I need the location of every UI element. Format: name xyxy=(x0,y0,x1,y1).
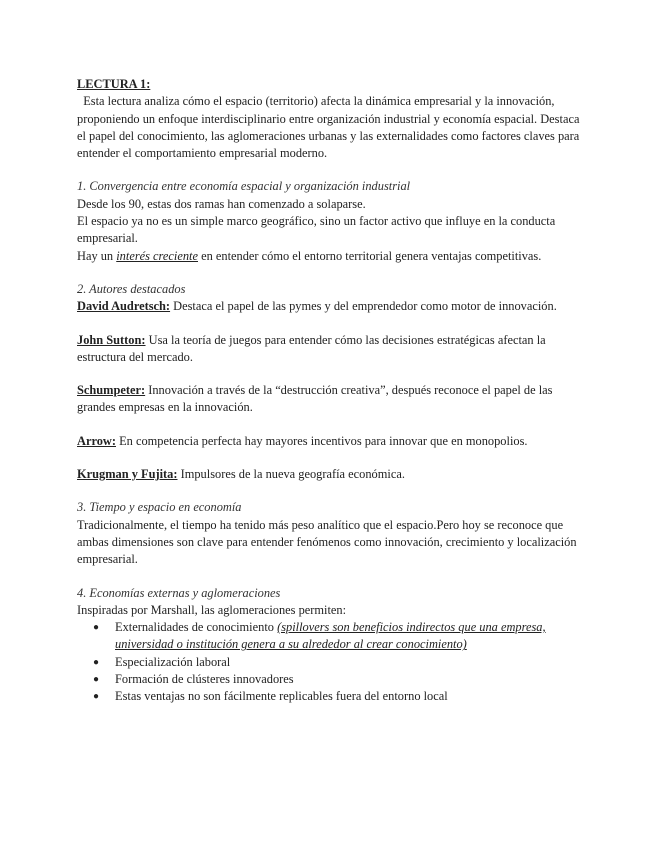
author-entry xyxy=(77,332,582,367)
spacer xyxy=(77,450,582,466)
section-1-emphasis: interés creciente xyxy=(116,248,198,263)
spacer xyxy=(77,162,582,178)
section-1-heading: 1. Convergencia entre economía espacial y organización industrial xyxy=(77,179,411,194)
section-2-heading: 2. Autores destacados xyxy=(77,281,186,296)
list-item xyxy=(93,654,582,671)
author-description: Usa la teoría de juegos para entender cómo las decisiones estratégicas afectan la estructura del mercado. xyxy=(77,332,546,364)
spacer xyxy=(77,316,582,332)
section-3-heading: 3. Tiempo y espacio en economía xyxy=(77,500,242,515)
author-description: Destaca el papel de las pymes y del emprendedor como motor de innovación. xyxy=(170,299,557,314)
section-1-line-3-pre: Hay un xyxy=(77,248,117,263)
author-entry xyxy=(77,382,582,417)
list-item-text: Especialización laboral xyxy=(115,654,231,669)
intro-paragraph: Esta lectura analiza cómo el espacio (territorio) afecta la dinámica empresarial y la innovación, proponiendo un enfoque interdisciplinario entre organización industrial y economía espacial. Destaca el papel del conocimiento, las aglomeraciones urbanas y las externalidades como factores claves para entender el comportamiento empresarial moderno. xyxy=(77,94,583,161)
list-item-text: Estas ventajas no son fácilmente replicables fuera del entorno local xyxy=(115,689,448,704)
author-description: Innovación a través de la “destrucción creativa”, después reconoce el papel de las grandes empresas en la innovación. xyxy=(77,383,553,415)
section-1-line-1: Desde los 90, estas dos ramas han comenzado a solaparse. xyxy=(77,196,366,211)
document-page xyxy=(77,76,582,706)
list-item-text: Externalidades de conocimiento xyxy=(115,620,278,635)
bullet-icon: ● xyxy=(93,656,100,668)
spacer xyxy=(77,265,582,281)
list-item xyxy=(93,671,582,688)
bullet-icon: ● xyxy=(93,674,100,686)
section-3-text: Tradicionalmente, el tiempo ha tenido más peso analítico que el espacio.Pero hoy se reconoce que ambas dimensiones son clave para entender fenómenos como innovación, crecimiento y localización empresarial. xyxy=(77,517,577,567)
bullet-list xyxy=(77,619,582,705)
author-description: Impulsores de la nueva geografía económica. xyxy=(177,467,405,482)
author-name: Arrow: xyxy=(77,433,116,448)
section-1-line-2: El espacio ya no es un simple marco geográfico, sino un factor activo que influye en la conducta empresarial. xyxy=(77,214,556,246)
spacer xyxy=(77,569,582,585)
list-item xyxy=(93,688,582,705)
author-entry xyxy=(77,433,582,450)
spacer xyxy=(77,366,582,382)
section-1-line-3 xyxy=(77,248,582,265)
page-title: LECTURA 1: xyxy=(77,77,151,91)
spacer xyxy=(77,417,582,433)
author-entry xyxy=(77,298,582,315)
section-1-line-3-post: en entender cómo el entorno territorial genera ventajas competitivas. xyxy=(198,248,542,263)
list-item-emphasis: (spillovers son beneficios indirectos que una empresa, universidad o institución genera a su alrededor al crear conocimiento) xyxy=(115,620,546,652)
bullet-icon: ● xyxy=(93,622,100,634)
section-4-heading: 4. Economías externas y aglomeraciones xyxy=(77,585,281,600)
list-item xyxy=(93,619,582,654)
section-4-intro: Inspiradas por Marshall, las aglomeraciones permiten: xyxy=(77,602,347,617)
bullet-icon: ● xyxy=(93,691,100,703)
author-name: Schumpeter: xyxy=(77,383,146,398)
author-name: John Sutton: xyxy=(77,332,146,347)
author-entry xyxy=(77,466,582,483)
author-name: Krugman y Fujita: xyxy=(77,467,178,482)
spacer xyxy=(77,483,582,499)
list-item-text: Formación de clústeres innovadores xyxy=(115,672,294,687)
author-name: David Audretsch: xyxy=(77,299,171,314)
author-description: En competencia perfecta hay mayores incentivos para innovar que en monopolios. xyxy=(116,433,528,448)
